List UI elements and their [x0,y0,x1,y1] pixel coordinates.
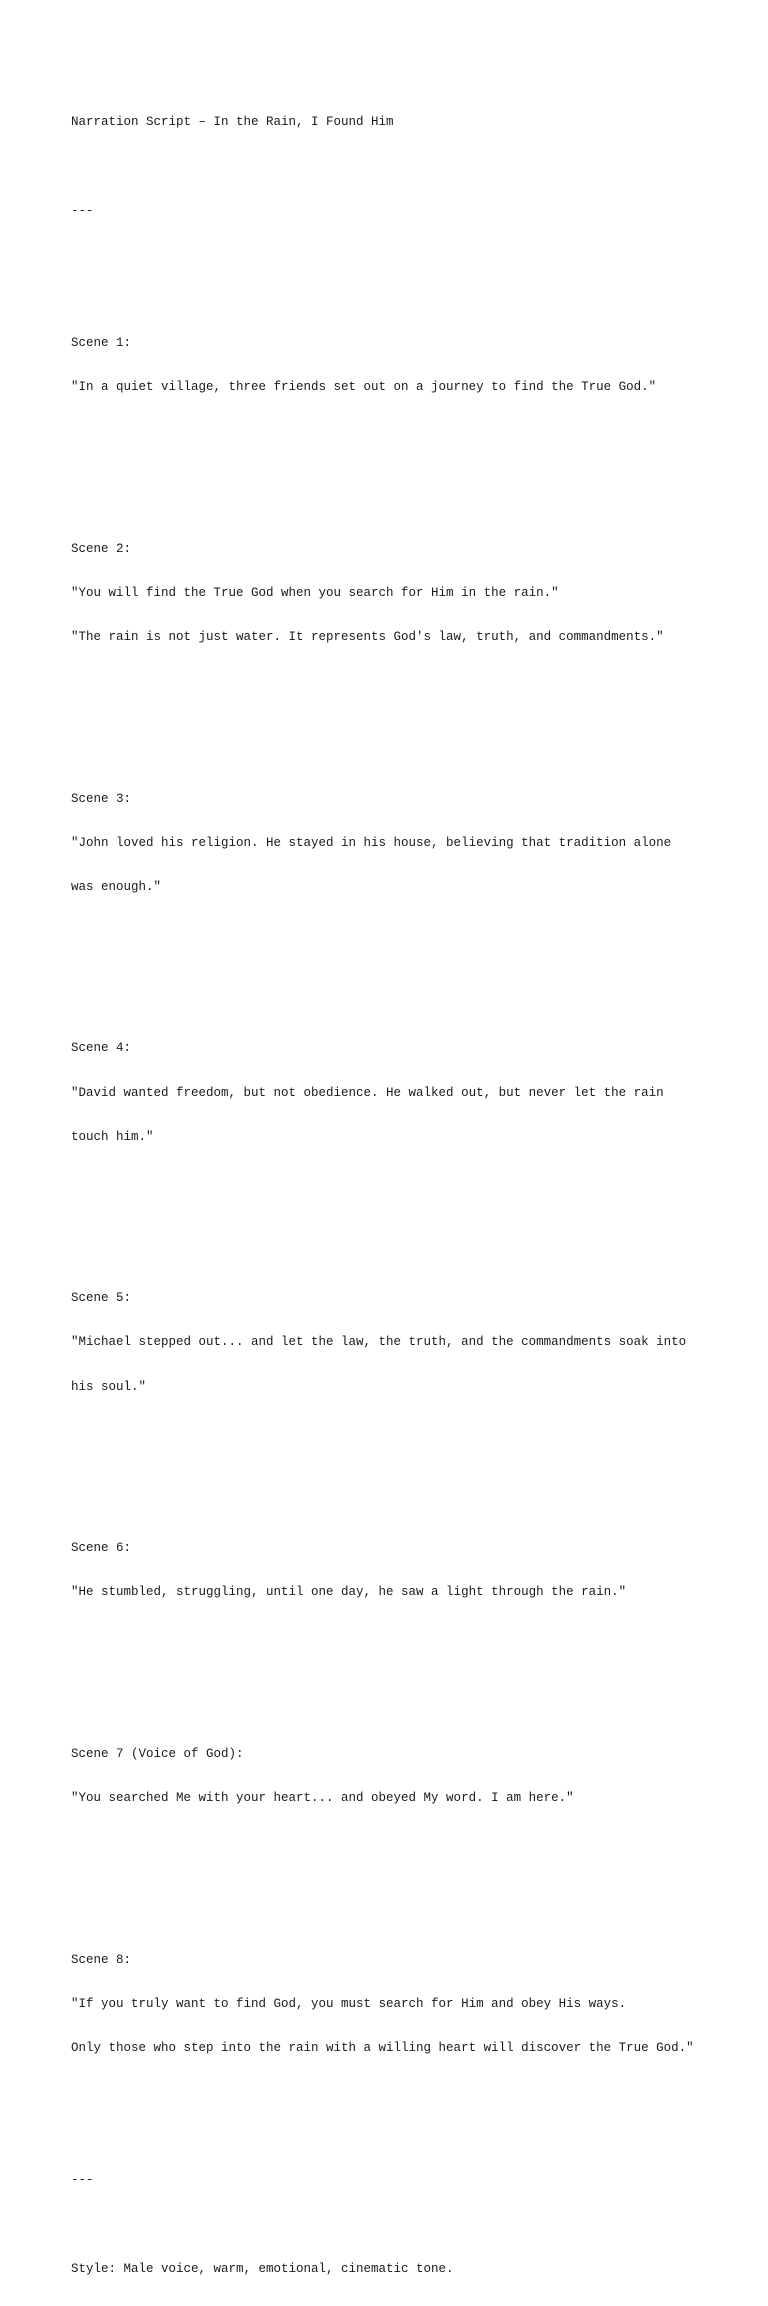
separator-bottom: --- [71,2173,94,2188]
scene-3 [71,762,711,924]
scene-2 [71,512,711,674]
scene-line: "If you truly want to find God, you must search for Him and obey His ways. [71,1996,627,2011]
scene-heading: Scene 6: [71,1541,132,1556]
scene-line: "The rain is not just water. It represents God's law, truth, and commandments." [71,629,664,644]
scene-heading: Scene 4: [71,1041,132,1056]
scene-heading: Scene 5: [71,1291,132,1306]
scene-7 [71,1718,711,1836]
scene-line: "He stumbled, struggling, until one day, he saw a light through the rain." [71,1585,627,1600]
scene-4 [71,1012,711,1174]
style-note: Style: Male voice, warm, emotional, cinematic tone. [71,2261,454,2276]
scene-line: Only those who step into the rain with a willing heart will discover the True God." [71,2041,694,2056]
scene-heading: Scene 7 (Voice of God): [71,1747,244,1762]
scene-line: his soul." [71,1379,147,1394]
scene-8 [71,1923,711,2085]
script-title: Narration Script – In the Rain, I Found Him [71,115,394,130]
scene-line: was enough." [71,879,162,894]
scene-line: "Michael stepped out... and let the law, the truth, and the commandments soak into [71,1335,687,1350]
scene-heading: Scene 8: [71,1952,132,1967]
separator-top: --- [71,203,94,218]
scene-heading: Scene 3: [71,791,132,806]
scene-1 [71,306,711,424]
scene-5 [71,1262,711,1424]
script-text [71,86,711,2306]
scene-line: "You searched Me with your heart... and obeyed My word. I am here." [71,1791,574,1806]
scene-line: "In a quiet village, three friends set out on a journey to find the True God." [71,379,657,394]
scene-line: "David wanted freedom, but not obedience. He walked out, but never let the rain [71,1085,664,1100]
scene-6 [71,1512,711,1630]
scene-heading: Scene 2: [71,541,132,556]
scene-heading: Scene 1: [71,335,132,350]
scene-line: touch him." [71,1129,154,1144]
scene-line: "You will find the True God when you search for Him in the rain." [71,585,559,600]
scene-line: "John loved his religion. He stayed in his house, believing that tradition alone [71,835,672,850]
